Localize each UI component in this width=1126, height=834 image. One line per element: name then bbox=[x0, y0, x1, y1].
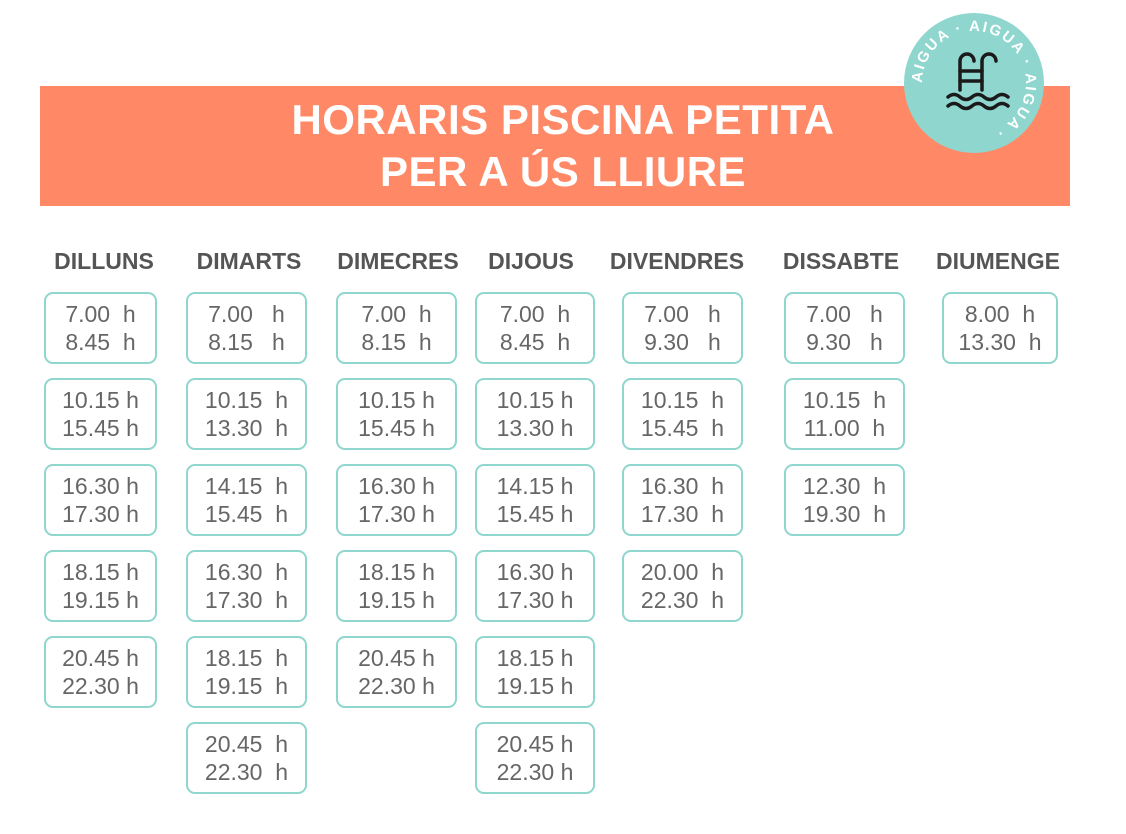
slot-end-time: 19.15 h bbox=[358, 587, 435, 613]
time-slot bbox=[475, 464, 595, 536]
slot-end-time: 13.30 h bbox=[204, 415, 289, 441]
slot-start-time: 10.15 h bbox=[62, 387, 139, 413]
slot-start-time: 18.15 h bbox=[204, 645, 289, 671]
slot-start-time: 16.30 h bbox=[358, 473, 435, 499]
slot-end-time: 8.45 h bbox=[65, 329, 136, 355]
time-slot bbox=[186, 636, 307, 708]
slot-end-time: 19.15 h bbox=[204, 673, 289, 699]
title-line-1: HORARIS PISCINA PETITA bbox=[291, 96, 835, 143]
day-header-dilluns: DILLUNS bbox=[54, 248, 154, 274]
slot-start-time: 20.45 h bbox=[62, 645, 139, 671]
slot-start-time: 20.45 h bbox=[358, 645, 435, 671]
time-slot bbox=[186, 464, 307, 536]
time-slot bbox=[186, 378, 307, 450]
slot-end-time: 8.15 h bbox=[208, 329, 285, 355]
slot-end-time: 22.30 h bbox=[640, 587, 725, 613]
slot-end-time: 17.30 h bbox=[640, 501, 725, 527]
slot-end-time: 22.30 h bbox=[358, 673, 435, 699]
slot-start-time: 7.00 h bbox=[499, 301, 571, 327]
slot-start-time: 7.00 h bbox=[806, 301, 883, 327]
slot-start-time: 7.00 h bbox=[65, 301, 136, 327]
time-slot bbox=[475, 636, 595, 708]
time-slot bbox=[336, 550, 457, 622]
time-slot bbox=[44, 464, 157, 536]
slot-end-time: 17.30 h bbox=[358, 501, 435, 527]
time-slot bbox=[475, 550, 595, 622]
time-slot bbox=[942, 292, 1058, 364]
slot-start-time: 10.15 h bbox=[496, 387, 574, 413]
day-header-dimarts: DIMARTS bbox=[196, 248, 302, 274]
slot-start-time: 7.00 h bbox=[644, 301, 721, 327]
slot-end-time: 9.30 h bbox=[644, 329, 721, 355]
time-slot bbox=[622, 550, 743, 622]
time-slot bbox=[44, 550, 157, 622]
time-slot bbox=[186, 550, 307, 622]
slot-start-time: 18.15 h bbox=[62, 559, 139, 585]
time-slot bbox=[475, 378, 595, 450]
slot-start-time: 20.00 h bbox=[640, 559, 725, 585]
slot-start-time: 8.00 h bbox=[964, 301, 1036, 327]
slot-end-time: 15.45 h bbox=[204, 501, 289, 527]
slot-start-time: 16.30 h bbox=[640, 473, 725, 499]
slot-start-time: 14.15 h bbox=[496, 473, 574, 499]
slot-end-time: 13.30 h bbox=[958, 329, 1042, 355]
slot-end-time: 19.15 h bbox=[62, 587, 139, 613]
slot-end-time: 17.30 h bbox=[62, 501, 139, 527]
slot-start-time: 18.15 h bbox=[496, 645, 574, 671]
time-slot bbox=[336, 636, 457, 708]
slot-end-time: 22.30 h bbox=[62, 673, 139, 699]
slot-end-time: 15.45 h bbox=[496, 501, 574, 527]
slot-end-time: 19.15 h bbox=[496, 673, 574, 699]
time-slot bbox=[622, 292, 743, 364]
day-header-diumenge: DIUMENGE bbox=[936, 248, 1060, 274]
slot-end-time: 17.30 h bbox=[204, 587, 289, 613]
time-slot bbox=[44, 292, 157, 364]
slot-start-time: 10.15 h bbox=[640, 387, 725, 413]
slot-start-time: 10.15 h bbox=[204, 387, 289, 413]
slot-start-time: 7.00 h bbox=[361, 301, 432, 327]
day-header-dimecres: DIMECRES bbox=[337, 248, 459, 274]
time-slot bbox=[44, 636, 157, 708]
slot-end-time: 15.45 h bbox=[358, 415, 435, 441]
time-slot bbox=[336, 378, 457, 450]
slot-start-time: 10.15 h bbox=[802, 387, 887, 413]
time-slot bbox=[336, 292, 457, 364]
time-slot bbox=[44, 378, 157, 450]
slot-start-time: 20.45 h bbox=[496, 731, 574, 757]
day-header-dissabte: DISSABTE bbox=[782, 248, 900, 274]
slot-end-time: 8.45 h bbox=[499, 329, 571, 355]
time-slot bbox=[475, 292, 595, 364]
slot-end-time: 22.30 h bbox=[204, 759, 289, 785]
day-header-divendres: DIVENDRES bbox=[609, 248, 745, 274]
slot-end-time: 17.30 h bbox=[496, 587, 574, 613]
slot-end-time: 8.15 h bbox=[361, 329, 432, 355]
time-slot bbox=[475, 722, 595, 794]
time-slot bbox=[784, 292, 905, 364]
slot-end-time: 11.00 h bbox=[803, 415, 886, 441]
slot-start-time: 14.15 h bbox=[204, 473, 289, 499]
slot-start-time: 16.30 h bbox=[62, 473, 139, 499]
slot-start-time: 20.45 h bbox=[204, 731, 289, 757]
time-slot bbox=[186, 292, 307, 364]
slot-start-time: 12.30 h bbox=[802, 473, 887, 499]
time-slot bbox=[186, 722, 307, 794]
slot-start-time: 16.30 h bbox=[496, 559, 574, 585]
time-slot bbox=[784, 378, 905, 450]
slot-end-time: 19.30 h bbox=[802, 501, 887, 527]
slot-end-time: 9.30 h bbox=[806, 329, 883, 355]
slot-end-time: 15.45 h bbox=[640, 415, 725, 441]
badge-text: AIGUA · AIGUA · AIGUA · bbox=[908, 17, 1040, 143]
time-slot bbox=[622, 464, 743, 536]
time-slot bbox=[622, 378, 743, 450]
slot-start-time: 7.00 h bbox=[208, 301, 285, 327]
day-header-dijous: DIJOUS bbox=[488, 248, 574, 274]
time-slot bbox=[784, 464, 905, 536]
slot-end-time: 22.30 h bbox=[496, 759, 574, 785]
title-line-2: PER A ÚS LLIURE bbox=[379, 148, 747, 195]
slot-start-time: 10.15 h bbox=[358, 387, 435, 413]
slot-end-time: 13.30 h bbox=[496, 415, 574, 441]
time-slot bbox=[336, 464, 457, 536]
slot-start-time: 16.30 h bbox=[204, 559, 289, 585]
aigua-badge bbox=[904, 13, 1044, 153]
slot-start-time: 18.15 h bbox=[358, 559, 435, 585]
slot-end-time: 15.45 h bbox=[62, 415, 139, 441]
